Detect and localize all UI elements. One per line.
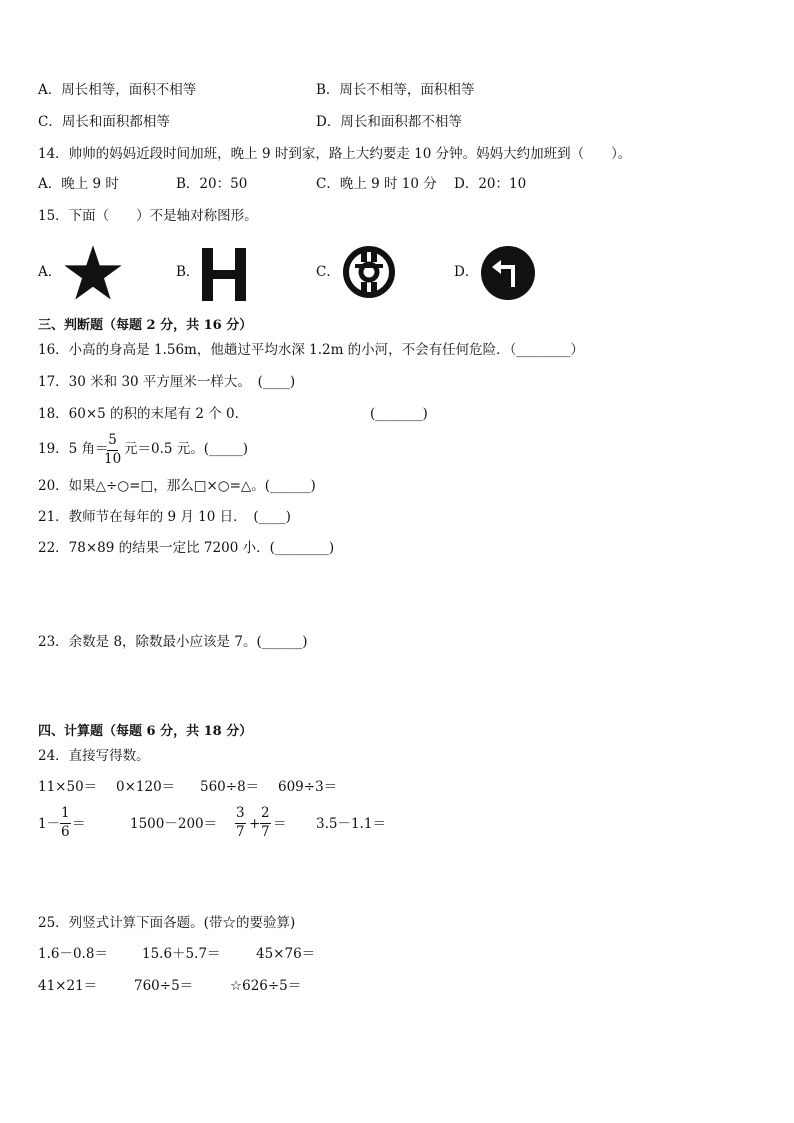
q19-start: 19．5 角＝ xyxy=(38,441,109,457)
calc-fraction-two-sevenths xyxy=(260,807,271,839)
calc-item: 609÷3＝ xyxy=(278,779,338,795)
q15-option-d: D． xyxy=(454,264,479,280)
vertical-calc-item: 45×76＝ xyxy=(256,946,316,962)
bank-logo-icon xyxy=(341,244,397,300)
q15-option-b: B． xyxy=(176,264,200,280)
q20: 20．如果△÷○=□，那么□×○=△。(______) xyxy=(38,478,316,494)
vertical-calc-item: 1.6－0.8＝ xyxy=(38,946,108,962)
q15-option-c: C． xyxy=(316,264,340,280)
fraction-numerator: 3 xyxy=(235,807,246,824)
calc-item: 0×120＝ xyxy=(116,779,176,795)
calc-fraction-one-sixth xyxy=(60,807,71,839)
q14-option-d: D．20：10 xyxy=(454,176,527,192)
equals-sign: ＝ xyxy=(273,816,287,832)
calc-item: 560÷8＝ xyxy=(200,779,260,795)
q13-option-d: D．周长和面积都不相等 xyxy=(316,114,462,130)
vertical-calc-item: 41×21＝ xyxy=(38,978,98,994)
q21: 21．教师节在每年的 9 月 10 日． (____) xyxy=(38,509,291,525)
section-4-heading: 四、计算题（每题 6 分，共 18 分） xyxy=(38,724,253,739)
q15-option-a: A． xyxy=(38,264,62,280)
q18-blank: (_______) xyxy=(370,406,428,422)
q19-fraction xyxy=(104,434,121,466)
q19-numerator: 5 xyxy=(107,434,118,451)
q16: 16．小高的身高是 1.56m，他趟过平均水深 1.2m 的小河，不会有任何危险．（________） xyxy=(38,342,584,358)
section-3-heading: 三、判断题（每题 2 分，共 16 分） xyxy=(38,318,253,333)
q19-end: 元＝0.5 元。(_____) xyxy=(124,441,249,457)
fraction-denominator: 7 xyxy=(236,823,245,840)
plus-sign: + xyxy=(249,816,261,832)
fraction-numerator: 2 xyxy=(260,807,271,824)
q25: 25．列竖式计算下面各题。(带☆的要验算) xyxy=(38,915,296,931)
q13-option-c: C．周长和面积都相等 xyxy=(38,114,170,130)
q24: 24．直接写得数。 xyxy=(38,748,150,764)
q13-option-b: B．周长不相等，面积相等 xyxy=(316,82,475,98)
fraction-denominator: 6 xyxy=(61,823,70,840)
letter-h-icon xyxy=(202,248,246,301)
q23: 23．余数是 8，除数最小应该是 7。(______) xyxy=(38,634,308,650)
q14-stem: 14．帅帅的妈妈近段时间加班，晚上 9 时到家，路上大约要走 10 分钟。妈妈大约加班到（ ）。 xyxy=(38,146,632,162)
calc-item-1-equals: ＝ xyxy=(72,816,86,832)
q17: 17．30 米和 30 平方厘米一样大。 (____) xyxy=(38,374,296,390)
q18: 18．60×5 的积的末尾有 2 个 0. xyxy=(38,406,239,422)
fraction-denominator: 7 xyxy=(261,823,270,840)
calc-item-1-minus: 1－ xyxy=(38,816,61,832)
q14-option-b: B．20：50 xyxy=(176,176,248,192)
vertical-calc-item: 760÷5＝ xyxy=(134,978,194,994)
q14-option-a: A．晚上 9 时 xyxy=(38,176,119,192)
q13-option-a: A．周长相等，面积不相等 xyxy=(38,82,197,98)
turn-left-sign-icon xyxy=(480,245,536,301)
fraction-numerator: 1 xyxy=(60,807,71,824)
q19-denominator: 10 xyxy=(104,450,122,467)
vertical-calc-item: 15.6＋5.7＝ xyxy=(142,946,221,962)
calc-fraction-three-sevenths xyxy=(235,807,246,839)
star-icon xyxy=(62,244,124,302)
calc-item: 3.5－1.1＝ xyxy=(316,816,386,832)
vertical-calc-item: ☆626÷5＝ xyxy=(230,978,302,994)
q15-stem: 15．下面（ ）不是轴对称图形。 xyxy=(38,208,258,224)
calc-item: 11×50＝ xyxy=(38,779,98,795)
q14-option-c: C．晚上 9 时 10 分 xyxy=(316,176,437,192)
q22: 22．78×89 的结果一定比 7200 小．(________) xyxy=(38,540,335,556)
calc-item: 1500－200＝ xyxy=(130,816,218,832)
